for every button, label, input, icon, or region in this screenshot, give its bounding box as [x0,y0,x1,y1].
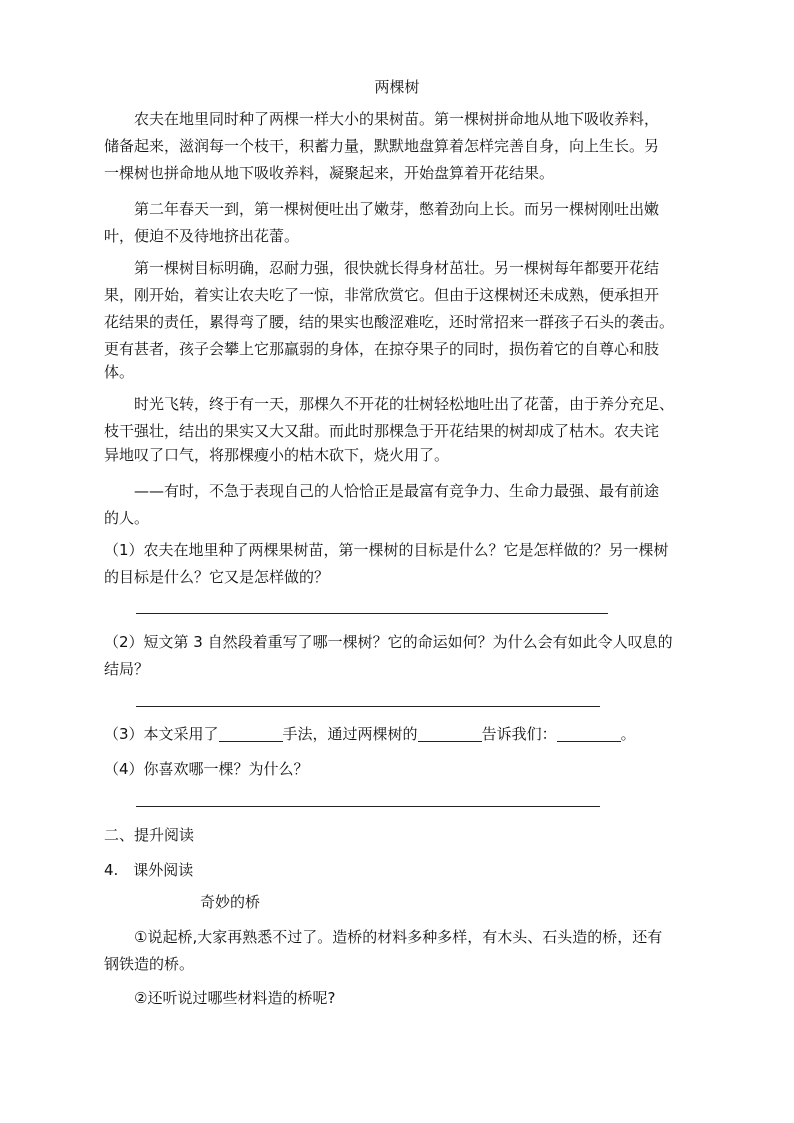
paragraph-2-line-1: 第二年春天一到，第一棵树便吐出了嫩芽，憋着劲向上长。而另一棵树刚吐出嫩 [104,200,660,218]
paragraph-1-line-2: 储备起来，滋润每一个枝干，积蓄力量，默默地盘算着怎样完善自身，向上生长。另 [104,137,660,155]
passage-2-paragraph-2: ②还听说过哪些材料造的桥呢? [104,989,336,1007]
section-item: 4. 课外阅读 [104,861,194,879]
passage-2-title: 奇妙的桥 [200,893,261,911]
answer-line-2[interactable] [136,706,600,707]
question-3-part-b: 手法，通过两棵树的 [282,725,418,743]
paragraph-3-line-1: 第一棵树目标明确，忍耐力强，很快就长得身材茁壮。另一棵树每年都要开花结 [104,259,660,277]
paragraph-4-line-2: 枝干强壮，结出的果实又大又甜。而此时那棵急于开花结果的树却成了枯木。农夫诧 [104,422,660,440]
paragraph-4-line-3: 异地叹了口气，将那棵瘦小的枯木砍下，烧火用了。 [104,446,450,464]
section-heading: 二、提升阅读 [104,826,195,844]
paragraph-5-line-1: ——有时，不急于表现自己的人恰恰正是最富有竞争力、生命力最强、最有前途 [104,482,660,500]
blank-2[interactable] [418,727,482,742]
answer-line-1[interactable] [136,613,608,614]
answer-line-4[interactable] [136,806,600,807]
question-2-line-1: （2）短文第 3 自然段着重写了哪一棵树？它的命运如何？为什么会有如此令人叹息的 [104,633,673,651]
passage-2-paragraph-1-line-1: ①说起桥,大家再熟悉不过了。造桥的材料多种多样，有木头、石头造的桥，还有 [104,928,663,946]
question-3-part-a: （3）本文采用了 [104,725,219,743]
question-4: （4）你喜欢哪一棵？为什么？ [104,760,309,778]
passage-2-paragraph-1-line-2: 钢铁造的桥。 [104,955,195,973]
question-2-line-2: 结局？ [104,660,150,678]
paragraph-1-line-1: 农夫在地里同时种了两棵一样大小的果树苗。第一棵树拼命地从地下吸收养料， [104,110,660,128]
paragraph-1-line-3: 一棵树也拼命地从地下吸收养料，凝聚起来，开始盘算着开花结果。 [104,164,555,182]
blank-3[interactable] [557,727,621,742]
paragraph-3-line-2: 果，刚开始，着实让农夫吃了一惊，非常欣赏它。但由于这棵树还未成熟，便承担开 [104,286,660,304]
question-3-part-c: 告诉我们： [481,725,557,743]
passage-title: 两棵树 [374,78,420,96]
paragraph-3-line-5: 体。 [104,363,135,381]
blank-1[interactable] [219,727,283,742]
question-1-line-2: 的目标是什么？它又是怎样做的？ [104,568,330,586]
question-3 [104,725,704,743]
question-1-line-1: （1）农夫在地里种了两棵果树苗，第一棵树的目标是什么？它是怎样做的？另一棵树 [104,541,669,559]
paragraph-3-line-4: 更有甚者，孩子会攀上它那羸弱的身体，在掠夺果子的同时，损伤着它的自尊心和肢 [104,340,660,358]
question-3-part-d: 。 [620,725,636,743]
paragraph-5-line-2: 的人。 [104,509,150,527]
paragraph-3-line-3: 花结果的责任，累得弯了腰，结的果实也酸涩难吃，还时常招来一群孩子石头的袭击。 [104,313,675,331]
paragraph-4-line-1: 时光飞转，终于有一天，那棵久不开花的壮树轻松地吐出了花蕾，由于养分充足、 [104,395,675,413]
paragraph-2-line-2: 叶，便迫不及待地挤出花蕾。 [104,227,300,245]
